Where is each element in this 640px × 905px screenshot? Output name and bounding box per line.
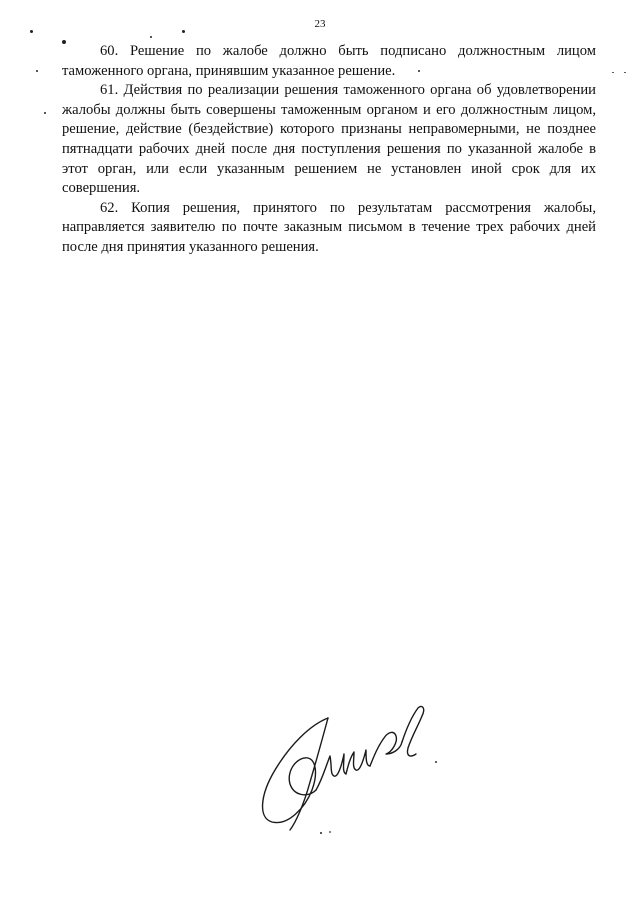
scan-speck [182, 30, 185, 33]
paragraph-62: 62. Копия решения, принятого по результатам рассмотрения жалобы, направляется заявителю по почте заказным письмом в течение трех рабочих дней после дня принятия указанного решения. [62, 199, 596, 255]
scan-speck [418, 70, 420, 72]
scan-speck [36, 70, 38, 72]
scan-speck [150, 36, 152, 38]
page-number: 23 [314, 18, 326, 30]
scan-speck [624, 72, 626, 73]
scan-speck [320, 832, 322, 834]
document-body [62, 42, 596, 258]
handwritten-signature-icon [250, 700, 450, 840]
paragraph-60: 60. Решение по жалобе должно быть подписано должностным лицом таможенного органа, принявшим указанное решение. [62, 43, 596, 79]
paragraph-61: 61. Действия по реализации решения таможенного органа об удовлетворении жалобы должны быть совершены таможенным органом и его должностным лицом, решение, действие (бездействие) которого признаны неправомерными, не позднее пятнадцати рабочих дней после дня поступления решения по указанной жалобе в этот орган, или если указанным решением не установлен иной срок для их совершения. [62, 82, 596, 197]
scan-speck [62, 40, 66, 44]
scan-speck [44, 112, 46, 114]
scan-speck [30, 30, 33, 33]
scan-speck [612, 72, 614, 73]
